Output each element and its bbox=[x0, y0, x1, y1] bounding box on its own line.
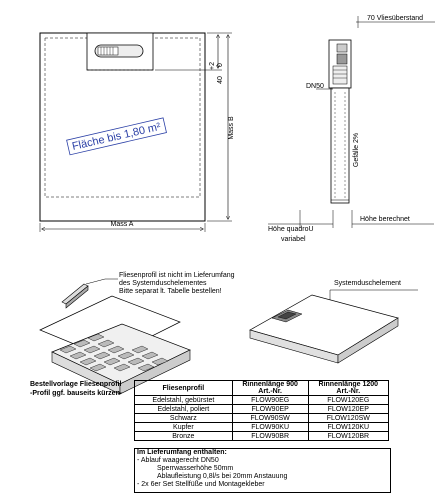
vlies-label: 70 Vliesüberstand bbox=[367, 15, 424, 22]
section-view bbox=[268, 15, 435, 243]
order-subtitle: -Profil ggf. bauseits kürzen- bbox=[30, 390, 123, 397]
hoehe-berechnet-label: Höhe berechnet bbox=[360, 216, 410, 223]
scope-title: Im Lieferumfang enthalten: bbox=[137, 449, 227, 456]
scope-text bbox=[137, 449, 287, 489]
col-profile: Fliesenprofil bbox=[135, 381, 233, 396]
dn50-label: DN50 bbox=[306, 83, 324, 90]
order-title: Bestellvorlage Fliesenprofil bbox=[30, 381, 122, 388]
cell-profile: Edelstahl, poliert bbox=[135, 405, 233, 414]
cell-profile: Schwarz bbox=[135, 414, 233, 423]
cell-900: FLOW90BR bbox=[232, 432, 308, 441]
cell-profile: Bronze bbox=[135, 432, 233, 441]
cell-1200: FLOW120BR bbox=[308, 432, 388, 441]
area-label: Fläche bis 1,80 m² bbox=[70, 120, 162, 153]
cell-profile: Kupfer bbox=[135, 423, 233, 432]
cell-900: FLOW90EG bbox=[232, 396, 308, 405]
cell-1200: FLOW120EP bbox=[308, 405, 388, 414]
profile-note-line-1: Fliesenprofil ist nicht im Lieferumfang bbox=[119, 272, 235, 279]
scope-line-1: - Ablauf waagerecht DN50 bbox=[137, 457, 219, 464]
gefaelle-label: Gefälle 2% bbox=[353, 132, 360, 168]
cell-1200: FLOW120EG bbox=[308, 396, 388, 405]
cell-900: FLOW90EP bbox=[232, 405, 308, 414]
hoehe-quadro-label: Höhe quadroU bbox=[268, 226, 314, 233]
mass-b-label: Mass B bbox=[228, 116, 235, 140]
table-row bbox=[135, 414, 389, 423]
dim-40: 40 bbox=[217, 76, 224, 84]
area-label-group bbox=[67, 118, 167, 155]
table-row bbox=[135, 423, 389, 432]
cell-900: FLOW90KU bbox=[232, 423, 308, 432]
table-row bbox=[135, 432, 389, 441]
order-table bbox=[134, 380, 389, 441]
iso-right bbox=[250, 290, 418, 363]
cell-900: FLOW90SW bbox=[232, 414, 308, 423]
scope-line-4: - 2x 6er Set Stellfüße und Montagekleber bbox=[137, 481, 265, 488]
col-1200: Rinnenlänge 1200 Art.-Nr. bbox=[308, 381, 388, 396]
order-table-header bbox=[135, 381, 389, 396]
table-row bbox=[135, 396, 389, 405]
cell-1200: FLOW120KU bbox=[308, 423, 388, 432]
cell-1200: FLOW120SW bbox=[308, 414, 388, 423]
plan-view bbox=[40, 33, 235, 232]
profile-note-line-2: des Systemduschelementes bbox=[119, 280, 207, 287]
profile-note bbox=[119, 272, 259, 296]
dim-plus2: +2 bbox=[209, 62, 216, 70]
system-element-label: Systemduschelement bbox=[334, 280, 401, 287]
cell-profile: Edelstahl, gebürstet bbox=[135, 396, 233, 405]
section-lower bbox=[331, 88, 349, 203]
dim-0: 0 bbox=[217, 63, 224, 67]
variabel-label: variabel bbox=[281, 236, 306, 243]
scope-line-2: Sperrwasserhöhe 50mm bbox=[157, 465, 234, 472]
profile-note-line-3: Bitte separat lt. Tabelle bestellen! bbox=[119, 288, 222, 295]
col-900: Rinnenlänge 900 Art.-Nr. bbox=[232, 381, 308, 396]
scope-line-3: Ablaufleistung 0,8l/s bei 20mm Anstauung bbox=[157, 473, 288, 480]
mass-a-label: Mass A bbox=[110, 221, 134, 228]
iso-left bbox=[40, 279, 190, 394]
table-row bbox=[135, 405, 389, 414]
